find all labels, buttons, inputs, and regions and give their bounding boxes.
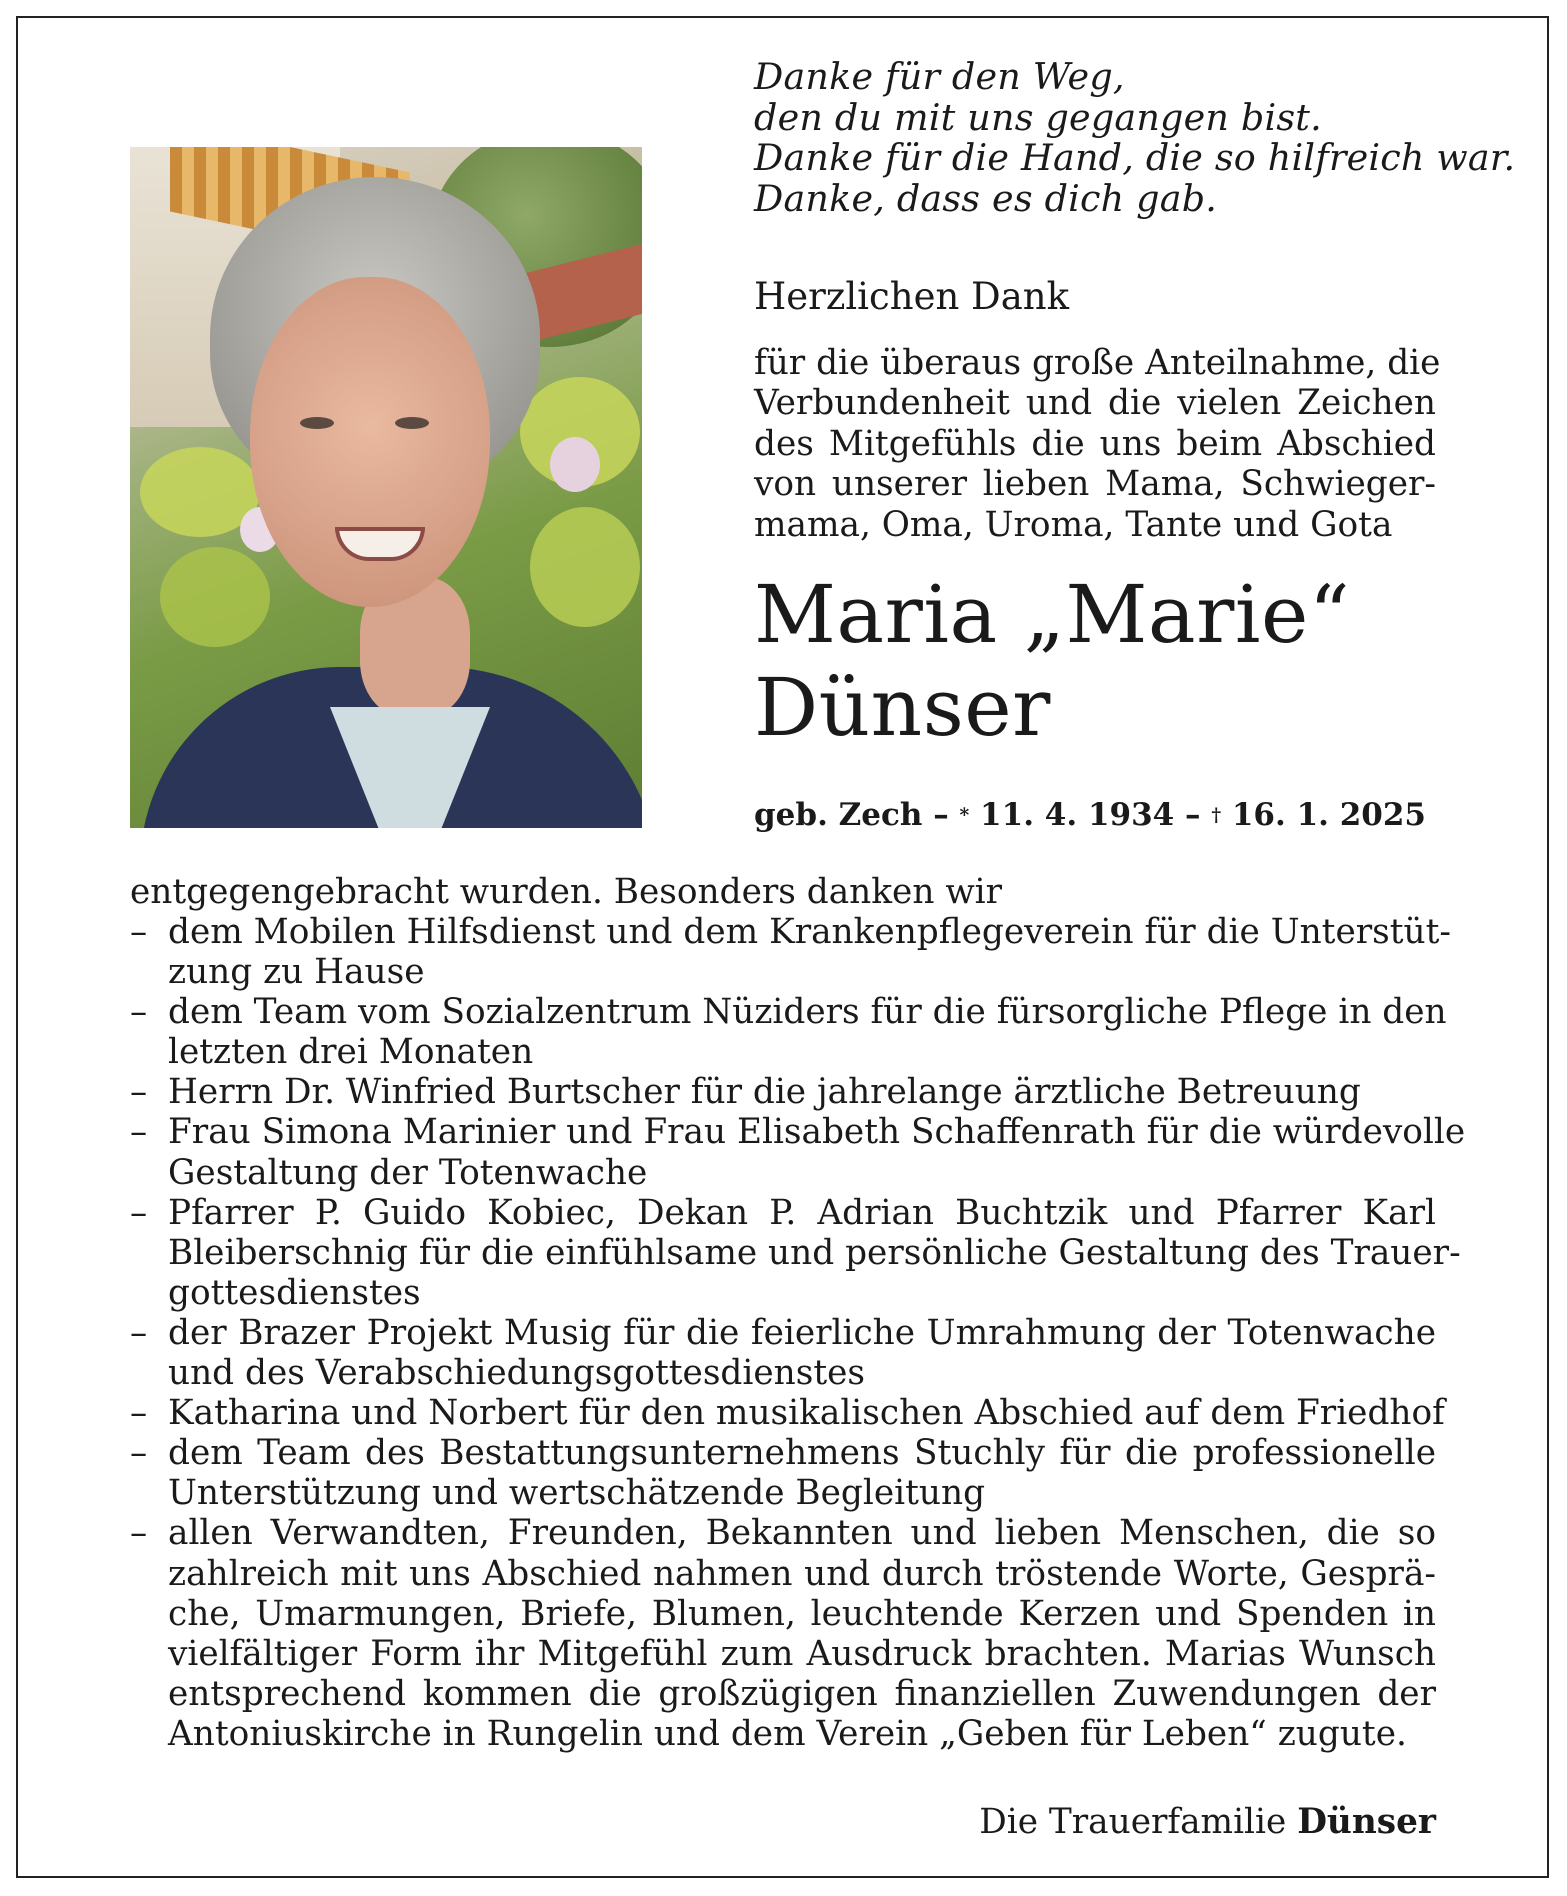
name-line-surname: Dünser xyxy=(754,661,1051,754)
intro-line: des Mitgefühls die uns beim Abschied xyxy=(754,423,1436,464)
list-item xyxy=(130,992,1447,1073)
list-item-line: Frau Simona Marinier und Frau Elisabeth Schaffenrath für die würdevolle xyxy=(168,1112,1466,1153)
list-item-line: che, Umarmungen, Briefe, Blumen, leuchtende Kerzen und Spenden in xyxy=(168,1593,1436,1634)
list-item-line: Unterstützung und wertschätzende Begleitung xyxy=(168,1473,986,1514)
death-symbol: † xyxy=(1211,805,1222,826)
portrait-photo xyxy=(130,147,642,828)
list-item-line: dem Team vom Sozialzentrum Nüziders für die fürsorgliche Pflege in den xyxy=(168,992,1447,1033)
life-dates: geb. Zech – * 11. 4. 1934 – † 16. 1. 2025 xyxy=(754,797,1426,833)
list-item-line: Gestaltung der Totenwache xyxy=(168,1152,648,1193)
lead-sentence: entgegengebracht wurden. Besonders danken wir xyxy=(130,872,1003,912)
thanks-heading: Herzlichen Dank xyxy=(754,275,1070,318)
list-item-line: Herrn Dr. Winfried Burtscher für die jahrelange ärztliche Betreuung xyxy=(168,1072,1361,1113)
list-item-line: zahlreich mit uns Abschied nahmen und durch tröstende Worte, Gesprä- xyxy=(168,1553,1436,1594)
list-item-line: dem Mobilen Hilfsdienst und dem Krankenpflegeverein für die Unterstüt- xyxy=(168,912,1452,952)
list-item xyxy=(130,1072,1436,1112)
birth-date: 11. 4. 1934 xyxy=(969,797,1175,833)
list-item-line: zung zu Hause xyxy=(168,952,425,993)
list-item-line: gottesdienstes xyxy=(168,1272,421,1313)
list-dash: – xyxy=(130,1072,148,1113)
intro-line: Verbundenheit und die vielen Zeichen xyxy=(754,383,1436,424)
list-dash: – xyxy=(130,992,148,1033)
list-item xyxy=(130,912,1452,993)
poem-line: Danke für den Weg, xyxy=(754,55,1125,98)
list-dash: – xyxy=(130,1393,148,1434)
list-item-line: allen Verwandten, Freunden, Bekannten und lieben Menschen, die so xyxy=(168,1513,1436,1554)
maiden-name: geb. Zech xyxy=(754,797,923,833)
list-dash: – xyxy=(130,1312,148,1353)
list-dash: – xyxy=(130,1192,148,1233)
deceased-name xyxy=(754,568,1350,754)
intro-line: mama, Oma, Uroma, Tante und Gota xyxy=(754,504,1393,545)
list-item xyxy=(130,1513,1436,1754)
list-item xyxy=(130,1433,1436,1513)
list-item-line: entsprechend kommen die großzügigen finanziellen Zuwendungen der xyxy=(168,1673,1436,1714)
poem-line: Danke für die Hand, die so hilfreich war. xyxy=(754,136,1516,179)
list-dash: – xyxy=(130,1513,148,1554)
list-dash: – xyxy=(130,1112,148,1153)
death-date: 16. 1. 2025 xyxy=(1221,797,1426,833)
poem-line: Danke, dass es dich gab. xyxy=(754,176,1218,220)
thanks-list xyxy=(130,912,1466,1754)
signature-prefix: Die Trauerfamilie xyxy=(979,1802,1287,1842)
list-item-line: Katharina und Norbert für den musikalischen Abschied auf dem Friedhof xyxy=(168,1393,1445,1434)
list-item xyxy=(130,1112,1466,1193)
list-item-line: Antoniuskirche in Rungelin und dem Verein „Geben für Leben“ zugute. xyxy=(168,1713,1407,1754)
list-item-line: dem Team des Bestattungsunternehmens Stuchly für die professionelle xyxy=(168,1433,1436,1474)
poem xyxy=(754,57,1515,219)
list-item xyxy=(130,1393,1445,1434)
list-dash: – xyxy=(130,912,148,952)
poem-line: den du mit uns gegangen bist. xyxy=(754,95,1322,139)
list-dash: – xyxy=(130,1433,148,1474)
list-item xyxy=(130,1313,1436,1393)
intro-line: für die überaus große Anteilnahme, die xyxy=(754,343,1441,383)
list-item-line: und des Verabschiedungsgottesdienstes xyxy=(168,1353,866,1394)
birth-symbol: * xyxy=(959,805,970,826)
list-item-line: der Brazer Projekt Musig für die feierliche Umrahmung der Totenwache xyxy=(168,1312,1436,1353)
list-item xyxy=(130,1192,1461,1313)
intro-text xyxy=(754,343,1441,545)
intro-line: von unserer lieben Mama, Schwieger- xyxy=(754,464,1436,505)
signature-family: Dünser xyxy=(1297,1802,1436,1842)
list-item-line: vielfältiger Form ihr Mitgefühl zum Ausdruck brachten. Marias Wunsch xyxy=(168,1633,1436,1674)
signature xyxy=(979,1802,1436,1842)
list-item-line: Pfarrer P. Guido Kobiec, Dekan P. Adrian Buchtzik und Pfarrer Karl xyxy=(168,1192,1436,1233)
list-item-line: Bleiberschnig für die einfühlsame und persönliche Gestaltung des Trauer- xyxy=(168,1232,1461,1273)
name-line-first: Maria „Marie“ xyxy=(754,568,1351,661)
list-item-line: letzten drei Monaten xyxy=(168,1032,534,1073)
